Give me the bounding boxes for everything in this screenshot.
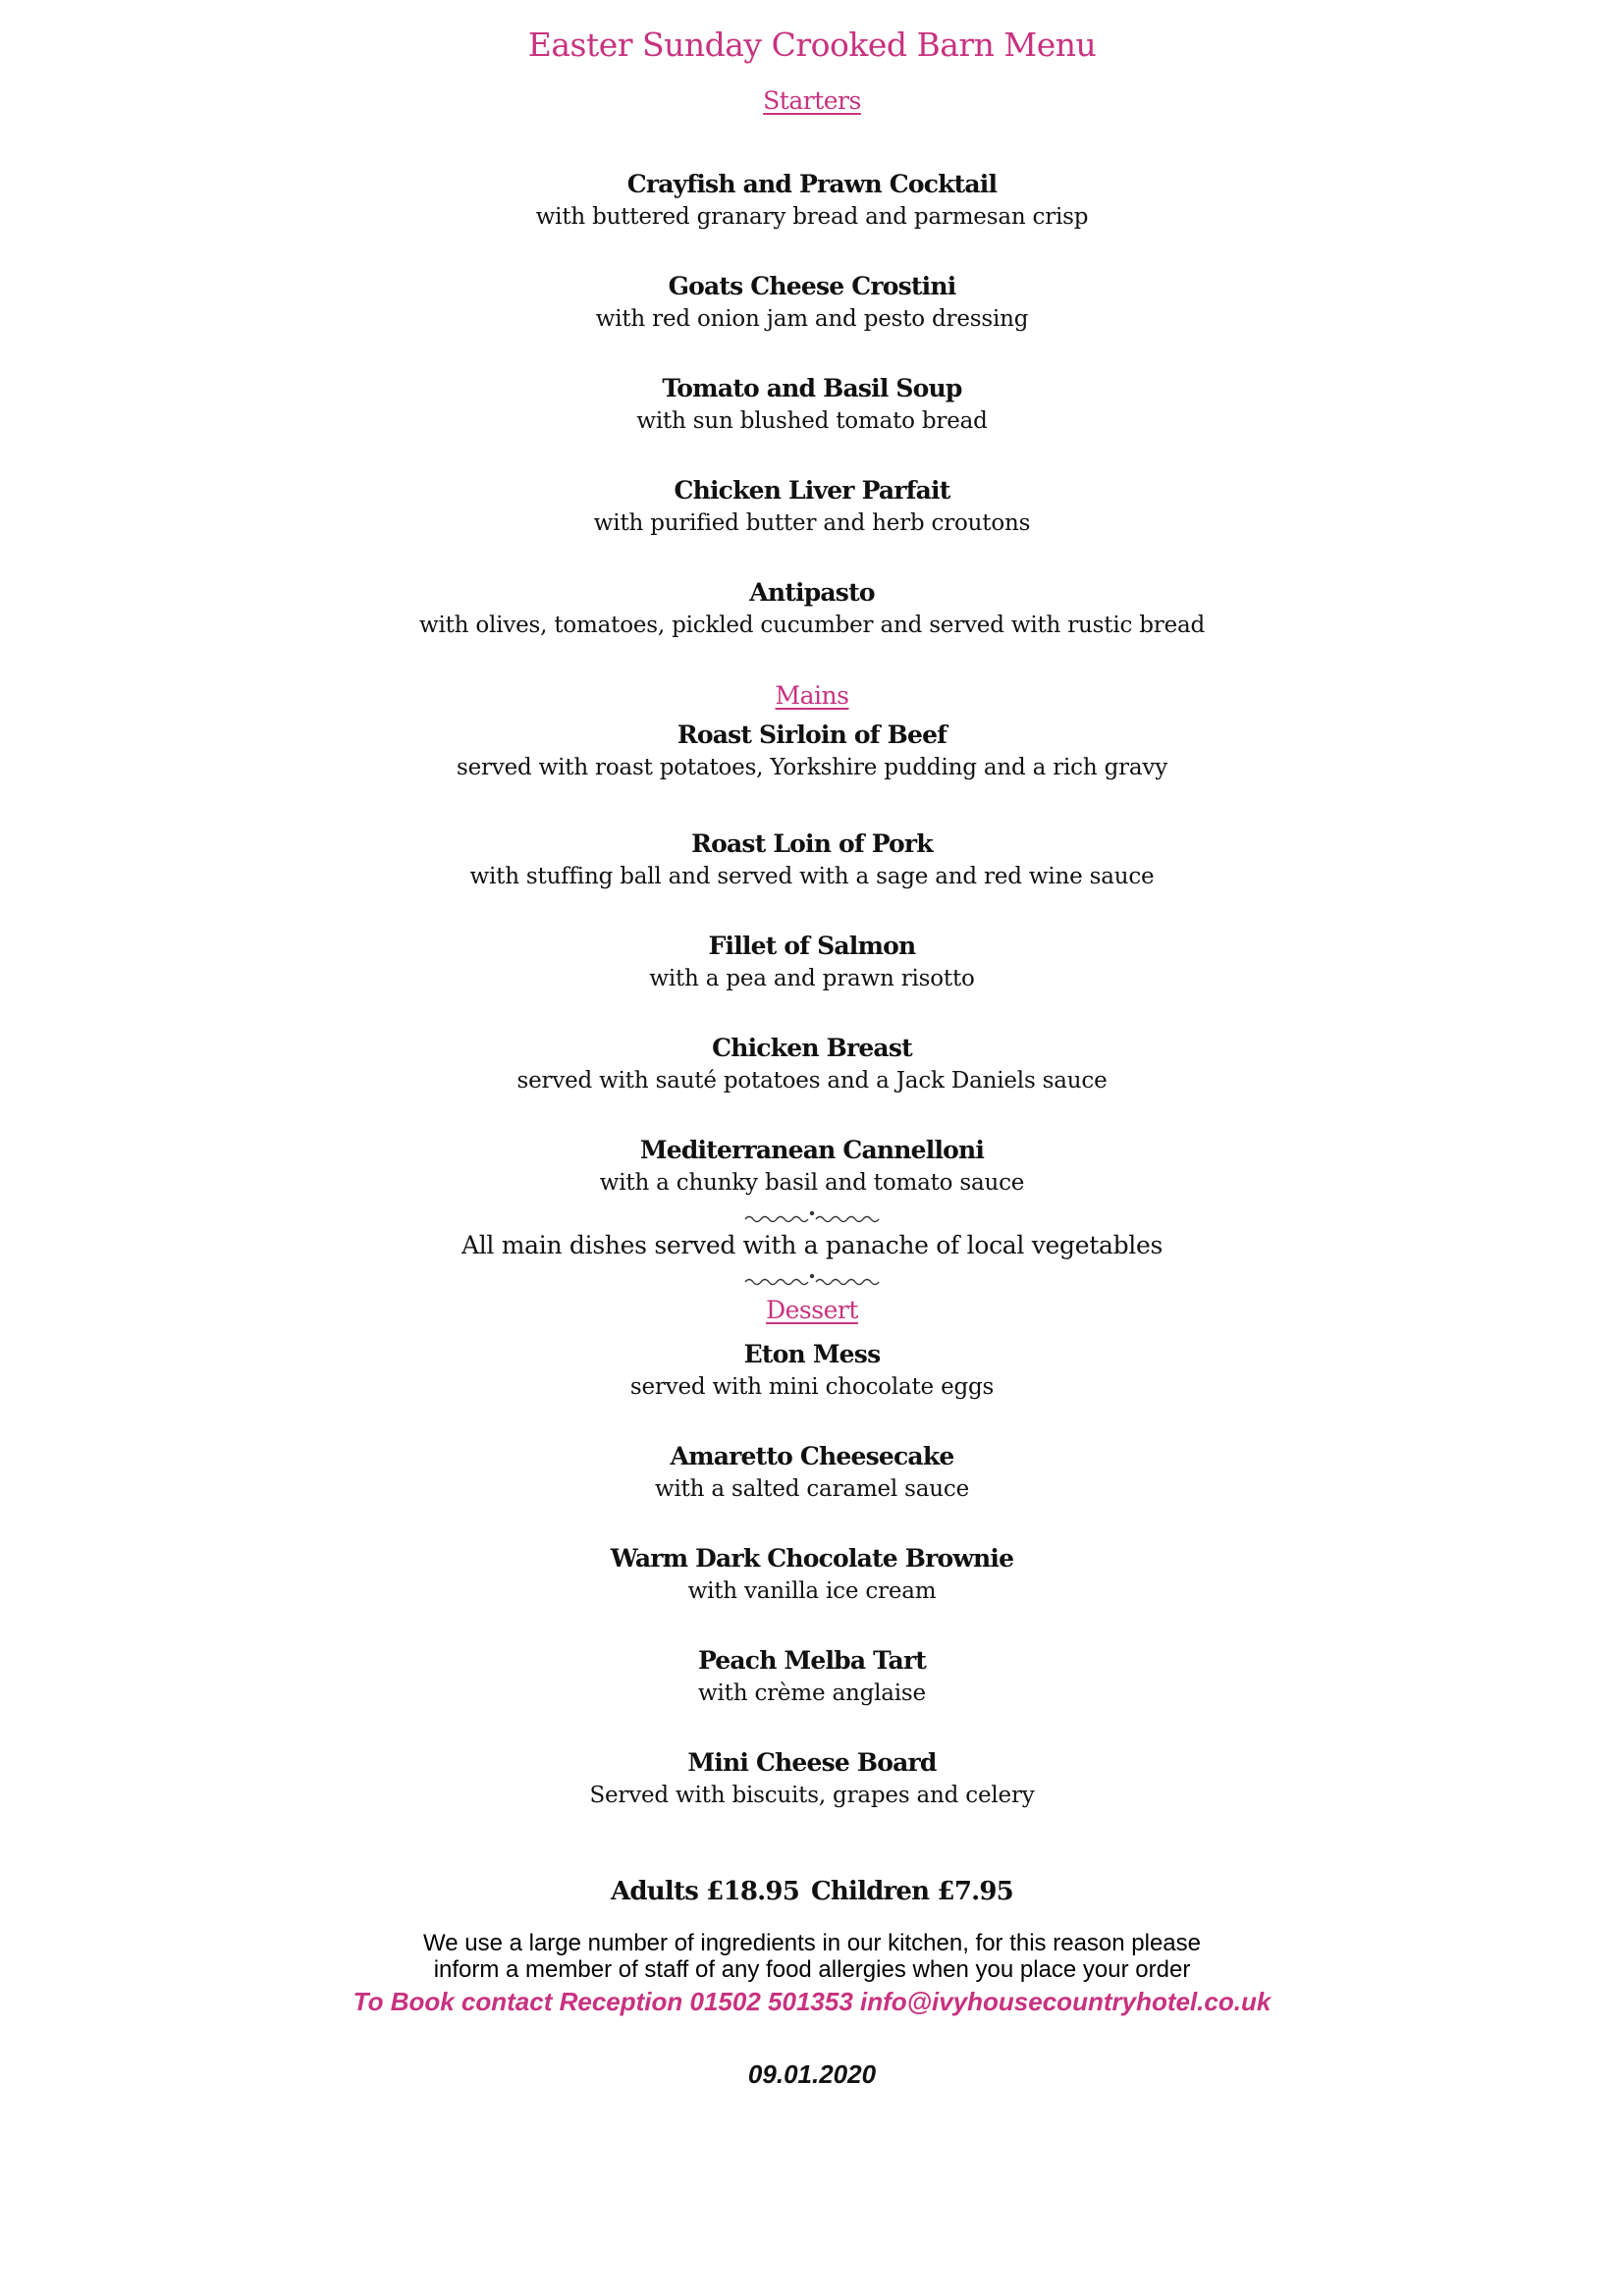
menu-item xyxy=(0,271,1624,336)
dish-description: with vanilla ice cream xyxy=(687,1578,937,1604)
dish-description: served with roast potatoes, Yorkshire pudding and a rich gravy xyxy=(456,755,1168,780)
dish-name: Warm Dark Chocolate Brownie xyxy=(610,1544,1014,1573)
price-line xyxy=(0,1877,1624,1906)
dish-description: with purified butter and herb croutons xyxy=(593,510,1031,536)
dish-description: with stuffing ball and served with a sage and red wine sauce xyxy=(469,864,1155,889)
dish-description: with a salted caramel sauce xyxy=(654,1476,969,1502)
dish-description: served with sauté potatoes and a Jack Daniels sauce xyxy=(516,1068,1108,1094)
dish-name: Roast Loin of Pork xyxy=(691,829,933,858)
menu-item xyxy=(0,1033,1624,1097)
dish-name: Mini Cheese Board xyxy=(687,1748,937,1777)
dish-name: Eton Mess xyxy=(743,1340,881,1368)
starters-heading: Starters xyxy=(763,86,861,115)
menu-item xyxy=(0,1441,1624,1506)
menu-item xyxy=(0,720,1624,784)
divider-ornament xyxy=(0,1272,1624,1288)
menu-date: 09.01.2020 xyxy=(747,2059,877,2089)
menu-item xyxy=(0,1135,1624,1200)
dish-name: Tomato and Basil Soup xyxy=(662,374,962,402)
dish-name: Antipasto xyxy=(749,578,875,607)
menu-item xyxy=(0,1747,1624,1812)
menu-item xyxy=(0,1543,1624,1608)
dish-description: Served with biscuits, grapes and celery xyxy=(589,1783,1035,1808)
dish-name: Amaretto Cheesecake xyxy=(670,1442,954,1470)
child-price: Children £7.95 xyxy=(811,1877,1013,1906)
dish-description: with olives, tomatoes, pickled cucumber and served with rustic bread xyxy=(418,613,1206,638)
menu-item xyxy=(0,1645,1624,1710)
booking-contact: To Book contact Reception 01502 501353 info@ivyhousecountryhotel.co.uk xyxy=(352,1987,1272,2016)
dish-name: Peach Melba Tart xyxy=(697,1646,927,1675)
dish-description: with sun blushed tomato bread xyxy=(636,408,988,434)
allergy-notice xyxy=(0,1930,1624,1983)
dish-name: Crayfish and Prawn Cocktail xyxy=(626,170,998,198)
dish-description: with buttered granary bread and parmesan crisp xyxy=(535,204,1089,230)
menu-item xyxy=(0,475,1624,540)
dish-name: Chicken Liver Parfait xyxy=(674,476,950,505)
menu-title: Easter Sunday Crooked Barn Menu xyxy=(527,26,1097,64)
dessert-heading: Dessert xyxy=(766,1296,858,1324)
dish-name: Goats Cheese Crostini xyxy=(668,272,956,300)
dish-name: Fillet of Salmon xyxy=(708,932,916,960)
allergy-line: inform a member of staff of any food allergies when you place your order xyxy=(433,1956,1191,1983)
menu-item xyxy=(0,931,1624,995)
menu-item xyxy=(0,373,1624,438)
allergy-line: We use a large number of ingredients in our kitchen, for this reason please xyxy=(423,1930,1201,1956)
dish-name: Mediterranean Cannelloni xyxy=(639,1136,985,1164)
dish-description: with crème anglaise xyxy=(698,1681,926,1706)
dish-description: with red onion jam and pesto dressing xyxy=(595,306,1029,332)
mains-note: All main dishes served with a panache of local vegetables xyxy=(460,1231,1164,1259)
dish-description: served with mini chocolate eggs xyxy=(629,1374,995,1400)
dish-name: Roast Sirloin of Beef xyxy=(677,721,947,749)
dish-name: Chicken Breast xyxy=(712,1034,912,1062)
dish-description: with a chunky basil and tomato sauce xyxy=(599,1170,1025,1196)
mains-heading: Mains xyxy=(775,681,849,710)
divider-ornament xyxy=(0,1209,1624,1225)
dish-description: with a pea and prawn risotto xyxy=(649,966,975,991)
menu-item xyxy=(0,828,1624,893)
menu-item xyxy=(0,1339,1624,1404)
adult-price: Adults £18.95 xyxy=(611,1877,799,1906)
menu-item xyxy=(0,169,1624,234)
menu-item xyxy=(0,577,1624,642)
